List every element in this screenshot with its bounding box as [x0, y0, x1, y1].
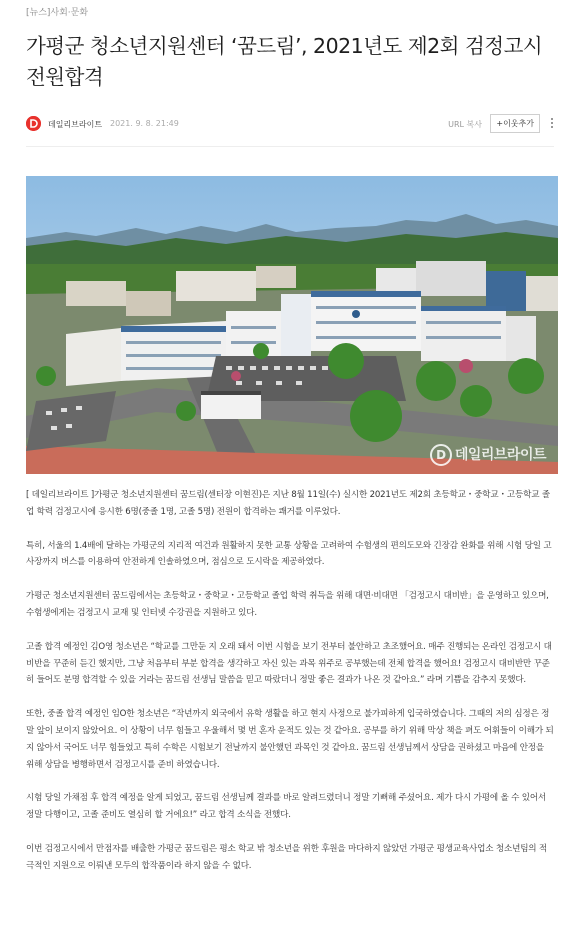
publisher-logo-icon[interactable]: [26, 116, 41, 131]
aerial-town-image: [26, 176, 558, 474]
category-prefix[interactable]: [뉴스]: [26, 8, 51, 18]
paragraph: 고졸 합격 예정인 김O영 청소년은 “학교를 그만둔 지 오래 돼서 이번 시험을 보기 전부터 불안하고 초조했어요. 매주 진행되는 온라인 검정고시 대비반을 꾸준히 듣긴 했지만, 그냥 처음부터 부분 합격을 생각하고 자신 있는 과목 위주로 공부했는데 전체 합격을 했어요! 검정고시 대비반만 꾸준히 들어도 분명 합격할 수 있을 거라는 꿈드림 선생님 말씀을 믿고 따랐더니 정말 좋은 결과가 나온 것 같아요.” 라며 기쁨을 감추지 못했다.: [26, 641, 552, 686]
article-meta: [26, 114, 554, 147]
watermark-text: 데일리브라이트: [454, 447, 546, 463]
paragraph: 또한, 중졸 합격 예정인 임O한 청소년은 “작년까지 외국에서 유학 생활을 하고 현지 사정으로 불가피하게 입국하였습니다. 그때의 저의 심정은 정말 앞이 보이지 않았어요. 이 상황이 너무 힘들고 우울해서 몇 번 혼자 운적도 있는 것 같아요. 공부를 하기 위해 막상 책을 펴도 어휘들이 이해가 되지 않아서 국어도 너무 힘들었고 특히 수학은 시험보기 전날까지 불안했던 과목인 것 같아요. 꿈드림 선생님께서 상담을 권하셨고 마음에 안정을 위해 상담을 병행하면서 검정고시를 준비 하였습니다.: [26, 709, 554, 770]
paragraph: 이번 검정고시에서 만점자를 배출한 가평군 꿈드림은 평소 학교 밖 청소년을 위한 후원을 마다하지 않았던 가평군 평생교육사업소 청소년팀의 적극적인 지원으로 이뤄낸 모두의 합작품이라 하지 않을 수 없다.: [26, 843, 548, 871]
photo-watermark: [430, 444, 546, 466]
category-breadcrumb[interactable]: [26, 0, 554, 23]
paragraph: 가평군 청소년지원센터 꿈드림에서는 초등학교・중학교・고등학교 졸업 학력 취득을 위해 대면·비대면 「검정고시 대비반」을 운영하고 있으며, 수험생에게는 검정고시 교재 및 인터넷 수강권을 지원하고 있다.: [26, 591, 549, 618]
publisher-name[interactable]: 데일리브라이트: [48, 120, 103, 129]
watermark-logo-icon: D: [430, 444, 452, 466]
url-copy-button[interactable]: URL 복사: [448, 120, 482, 129]
paragraph: [ 데일리브라이트 ]가평군 청소년지원센터 꿈드림(센터장 이현진)은 지난 8월 11일(수) 실시한 2021년도 제2회 초등학교・중학교・고등학교 졸업 학력 검정고시에 응시한 6명(중졸 1명, 고졸 5명) 전원이 합격하는 쾌거를 이루었다.: [26, 490, 550, 517]
category-label[interactable]: 사회·문화: [50, 8, 89, 18]
paragraph: 특히, 서울의 1.4배에 달하는 가평군의 지리적 여건과 원활하지 못한 교통 상황을 고려하여 수험생의 편의도모와 긴장감 완화를 위해 시험 당일 고사장까지 버스를 이용하여 안전하게 인솔하였으며, 점심으로 도시락을 제공하였다.: [26, 540, 552, 568]
follow-button[interactable]: +이웃추가: [490, 114, 540, 133]
article-headline: 가평군 청소년지원센터 ‘꿈드림’, 2021년도 제2회 검정고시 전원합격: [26, 34, 543, 89]
more-options-icon[interactable]: [548, 116, 556, 130]
article-photo: [26, 176, 558, 474]
paragraph: 시험 당일 가채점 후 합격 예정을 알게 되었고, 꿈드림 선생님께 결과를 바로 알려드렸더니 정말 기뻐해 주셨어요. 제가 다시 가평에 올 수 있어서 정말 다행이고, 고졸 준비도 열심히 할 거에요!” 라고 합격 소식을 전했다.: [26, 793, 547, 821]
publish-date: 2021. 9. 8. 21:49: [110, 119, 179, 128]
article-body: [26, 487, 554, 875]
